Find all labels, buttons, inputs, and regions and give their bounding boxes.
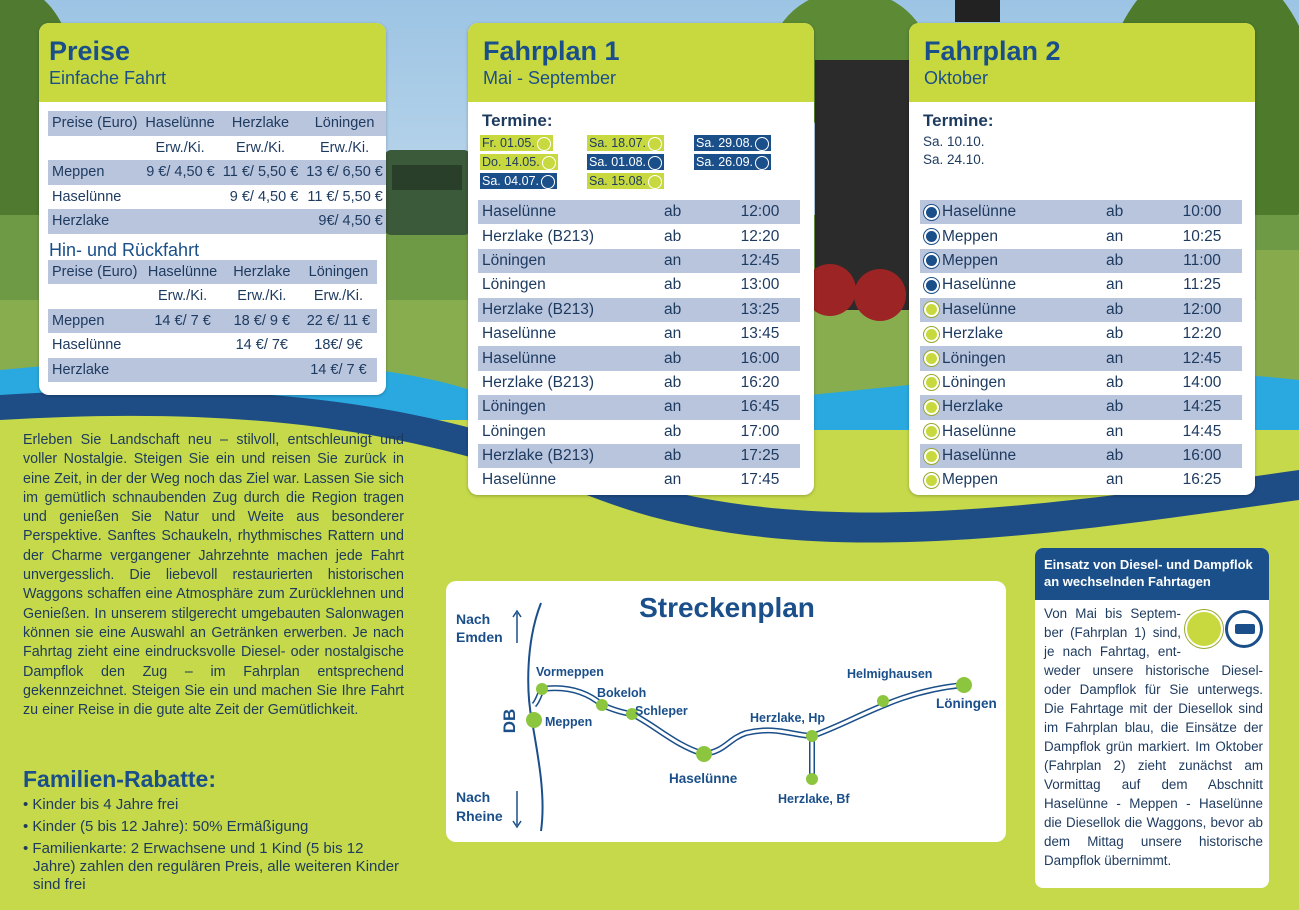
table-row: Meppen 14 €/ 7 € 18 €/ 9 € 22 €/ 11 €	[48, 309, 377, 334]
table-row: Haselünne an 11:25	[920, 273, 1242, 297]
nach-emden-label: Emden	[456, 629, 503, 645]
station-meppen	[526, 712, 542, 728]
family-discount-title: Familien-Rabatte:	[23, 766, 216, 792]
nach-rheine-label: Nach	[456, 789, 491, 805]
table-row: Erw./Ki. Erw./Ki. Erw./Ki.	[155, 139, 370, 156]
steam-locomotive-icon	[924, 302, 939, 317]
termin-chip: Fr. 01.05.	[480, 135, 553, 151]
table-row: Haselünne ab 10:00	[920, 200, 1242, 224]
list-item: • Familienkarte: 2 Erwachsene und 1 Kind (5 bis 12 Jahre) zahlen den regulären Preis, alle weiteren Kinder sind frei	[23, 840, 400, 893]
station-label: Haselünne	[669, 771, 738, 786]
locomotive-info-box	[1035, 548, 1269, 888]
steam-locomotive-icon	[924, 449, 939, 464]
steam-locomotive-icon	[924, 400, 939, 415]
fahrplan1-card	[468, 23, 814, 495]
steam-locomotive-icon	[924, 375, 939, 390]
fahrplan1-title: Fahrplan 1	[483, 36, 620, 66]
diesel-locomotive-icon	[924, 229, 939, 244]
return-fare-table	[48, 260, 377, 383]
station-bokeloh	[596, 699, 608, 711]
diesel-locomotive-icon	[541, 175, 555, 189]
table-row: Löningen ab 14:00	[920, 371, 1242, 395]
fahrplan2-card	[909, 23, 1255, 495]
prices-title: Preise	[49, 36, 131, 66]
table-row: Haselünne ab 16:00	[920, 444, 1242, 468]
prices-subtitle: Einfache Fahrt	[49, 68, 167, 88]
fahrplan1-subtitle: Mai - September	[483, 68, 617, 88]
nach-rheine-label: Rheine	[456, 808, 503, 824]
table-row: Meppen ab 11:00	[920, 249, 1242, 273]
station-loeningen	[956, 677, 972, 693]
prices-header	[39, 23, 386, 102]
table-row: Löningen ab 13:00	[482, 276, 780, 294]
fahrplan2-date: Sa. 24.10.	[923, 152, 985, 167]
table-row: Herzlake (B213) ab 16:20	[482, 373, 780, 391]
termin-chip: Do. 14.05.	[480, 154, 558, 170]
station-herzlake-bf	[806, 773, 818, 785]
info-text: weder unsere historische Diesel- oder Dampflok für Sie unterwegs. Die Fahrtage mit der Diesellok sind im Fahrplan blau, die Einsätze der Dampflok grün markiert. Im Oktober (Fahrplan 2) zieht zunächst am Vormittag auf dem Abschnitt Haselünne - Meppen - Haselünne die Diesellok die Waggons, bevor ab dem Mittag unsere historische Dampflok übernimmt.	[1044, 663, 1263, 868]
termin-chip: Sa. 18.07.	[587, 135, 664, 151]
table-row: Herzlake ab 14:25	[920, 395, 1242, 419]
station-label: Herzlake, Hp	[750, 711, 826, 725]
steam-locomotive-icon	[924, 473, 939, 488]
steam-locomotive-icon	[924, 351, 939, 366]
list-item: • Kinder bis 4 Jahre frei	[23, 796, 179, 813]
nach-emden-label: Nach	[456, 611, 491, 627]
intro-text: Erleben Sie Landschaft neu – stilvoll, entschleunigt und voller Nostalgie. Steigen Sie ein und reisen Sie zurück in eine Zeit, in der der Weg noch das Ziel war. Lassen Sie sich im gemütlich schnaubenden Zug durch die Region tragen und genießen Sie Natur und Weite aus besonderer Perspektive. Sanftes Schaukeln, rhythmisches Rattern und der Charme vergangener Jahrzehnte machen jede Fahrt unvergesslich. Die liebevoll restaurierten historischen Waggons schaffen eine Atmosphäre zum Zurücklehnen und Genießen. In unserem stilgerecht umgebauten Salonwagen können sie eine Auswahl an Getränken erwerben. Je nach Fahrtag zieht eine eindrucksvolle Diesel- oder nostalgische Dampflok den Zug – im Fahrplan entsprechend gekennzeichnet. Steigen Sie ein und machen Sie Ihre Fahrt zu einer Reise in die gute alte Zeit der Gemütlichkeit.	[23, 432, 404, 719]
route-map	[446, 581, 1006, 842]
table-row: Herzlake (B213) ab 12:20	[482, 227, 780, 245]
list-item: • Kinder (5 bis 12 Jahre): 50% Ermäßigung	[23, 818, 309, 835]
table-row: Löningen an 16:45	[478, 395, 800, 419]
route-map-drawing	[446, 581, 1006, 842]
route-map-title: Streckenplan	[639, 592, 815, 623]
return-fare-title: Hin- und Rückfahrt	[49, 239, 200, 260]
fahrplan2-table	[920, 200, 1242, 493]
table-row: Haselünne ab 12:00	[478, 200, 800, 224]
table-row: Meppen an 16:25	[920, 468, 1242, 492]
table-row: Haselünne an 14:45	[920, 420, 1242, 444]
table-row: Herzlake (B213) ab 17:25	[478, 444, 800, 468]
info-text-lead: Von Mai bis September (Fahrplan 1) sind, je nach Fahrtag, ent	[1044, 606, 1181, 659]
diesel-locomotive-icon	[924, 253, 939, 268]
info-title: Einsatz von Diesel- und Dampflok an wechselnden Fahrtagen	[1035, 548, 1269, 600]
steam-locomotive-icon	[924, 327, 939, 342]
station-label: Helmighausen	[847, 667, 933, 681]
table-row: Erw./Ki. Erw./Ki. Erw./Ki.	[157, 288, 364, 305]
station-vormeppen	[536, 683, 548, 695]
table-row: Löningen ab 17:00	[482, 422, 780, 440]
table-row: Herzlake 14 €/ 7 €	[48, 358, 377, 383]
table-row: Haselünne ab 16:00	[478, 346, 800, 370]
termin-chip: Sa. 01.08.	[587, 154, 664, 170]
steam-locomotive-icon	[648, 137, 662, 151]
steam-locomotive-icon	[648, 175, 662, 189]
steam-locomotive-icon	[537, 137, 551, 151]
station-label: Schleper	[635, 704, 688, 718]
fahrplan1-termine-label: Termine:	[482, 111, 553, 130]
db-label: DB	[500, 708, 519, 734]
station-label: Herzlake, Bf	[778, 792, 850, 806]
fahrplan2-subtitle: Oktober	[924, 68, 989, 88]
station-haseluenne	[696, 746, 712, 762]
fahrplan2-termine-label: Termine:	[923, 111, 994, 130]
termin-chip: Sa. 26.09.	[694, 154, 771, 170]
steam-locomotive-icon	[542, 156, 556, 170]
station-helmighausen	[877, 695, 889, 707]
loco-icons	[1185, 608, 1265, 656]
table-row: Meppen 9 €/ 4,50 € 11 €/ 5,50 € 13 €/ 6,50 €	[48, 160, 386, 185]
diesel-locomotive-icon	[648, 156, 662, 170]
termin-chip: Sa. 29.08.	[694, 135, 771, 151]
table-row: Herzlake 9€/ 4,50 €	[48, 209, 386, 234]
table-row: Löningen an 12:45	[920, 346, 1242, 370]
prices-card	[39, 23, 386, 395]
table-row: Haselünne 14 €/ 7€ 18€/ 9€	[52, 337, 363, 354]
table-row: Haselünne an 13:45	[482, 325, 780, 343]
diesel-locomotive-icon	[1225, 610, 1263, 648]
fahrplan2-title: Fahrplan 2	[924, 36, 1061, 66]
diesel-locomotive-icon	[755, 137, 769, 151]
steam-locomotive-icon	[924, 424, 939, 439]
termin-chip: Sa. 15.08.	[587, 173, 664, 189]
diesel-locomotive-icon	[924, 205, 939, 220]
table-row: Haselünne an 17:45	[482, 471, 780, 489]
station-label: Vormeppen	[536, 665, 604, 679]
table-row: Haselünne ab 12:00	[920, 298, 1242, 322]
diesel-locomotive-icon	[755, 156, 769, 170]
table-row: Herzlake ab 12:20	[920, 322, 1242, 346]
family-discount-list	[23, 796, 403, 894]
station-herzlake-hp	[806, 730, 818, 742]
termin-chip: Sa. 04.07.	[480, 173, 557, 189]
table-row: Löningen an 12:45	[478, 249, 800, 273]
table-row: Meppen an 10:25	[920, 224, 1242, 248]
table-row: Herzlake (B213) ab 13:25	[478, 298, 800, 322]
station-label: Löningen	[936, 696, 997, 711]
steam-locomotive-icon	[1185, 610, 1223, 648]
fahrplan1-table	[478, 200, 800, 493]
single-fare-table	[48, 111, 386, 234]
station-label: Meppen	[545, 715, 593, 729]
fahrplan2-header	[909, 23, 1255, 102]
table-row: Haselünne 9 €/ 4,50 € 11 €/ 5,50 €	[52, 188, 383, 205]
table-row: Preise (Euro) Haselünne Herzlake Löningen	[48, 260, 377, 285]
fahrplan1-header	[468, 23, 814, 102]
table-row: Preise (Euro) Haselünne Herzlake Löningen	[48, 111, 386, 136]
diesel-locomotive-icon	[924, 278, 939, 293]
station-label: Bokeloh	[597, 686, 647, 700]
fahrplan2-date: Sa. 10.10.	[923, 134, 985, 149]
